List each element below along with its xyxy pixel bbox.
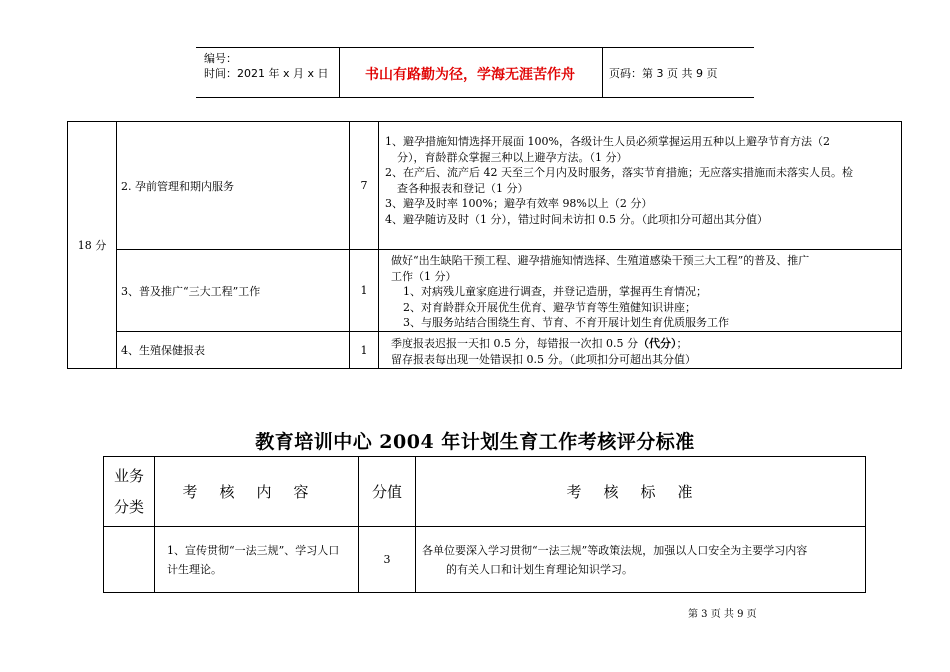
table-row [68, 332, 902, 369]
header-category-line: 业务 [113, 466, 144, 485]
row-category [104, 527, 155, 593]
table-row [68, 250, 902, 332]
table-header-row [104, 457, 866, 527]
criteria-line: 3、与服务站结合围绕生育、节育、不育开展计划生育优质服务工作 [403, 316, 729, 329]
page-indicator: 页码：第 3 页 共 9 页 [609, 67, 718, 80]
page-footer: 第 3 页 共 9 页 [688, 609, 757, 620]
header-content: 考核内容 [155, 457, 359, 527]
group-score: 18 分 [68, 122, 117, 369]
criteria-line: 分），育龄群众掌握三种以上避孕方法。（1 分） [397, 150, 628, 164]
row-content: 1、宣传贯彻“一法三规”、学习人口计生理论。 [155, 527, 359, 593]
criteria-text: ； [676, 337, 688, 350]
item-name: 4、生殖保健报表 [117, 332, 350, 369]
header-meta [204, 51, 329, 81]
table-row [68, 122, 902, 250]
item-criteria [379, 250, 902, 332]
row-score: 3 [359, 527, 416, 593]
scoring-table-continued [67, 121, 902, 369]
document-header [196, 47, 754, 98]
scoring-table [103, 456, 866, 593]
criteria-text: 季度报表迟报一天扣 0.5 分，每错报一次扣 0.5 分 [391, 337, 638, 350]
criteria-line: 2、在产后、流产后 42 天至三个月内及时服务，落实节育措施；无应落实措施而未落实人员。检 [385, 166, 853, 179]
criteria-line: 2、对育龄群众开展优生优育、避孕节育等生殖健知识讲座； [403, 300, 696, 314]
item-criteria [379, 332, 902, 369]
criteria-line: 3、避孕及时率 100%；避孕有效率 98%以上（2 分） [385, 197, 653, 210]
criteria-bold: （代分） [637, 337, 677, 350]
number-label: 编号： [204, 52, 237, 65]
row-standard [416, 527, 866, 593]
standard-line: 的有关人口和计划生育理论知识学习。 [446, 562, 633, 576]
criteria-line: 1、对病残儿童家庭进行调查，并登记造册，掌握再生育情况； [403, 285, 707, 298]
criteria-clip [391, 253, 895, 331]
header-standard: 考核标准 [416, 457, 866, 527]
criteria-line: 查各种报表和登记（1 分） [397, 181, 529, 195]
header-score: 分值 [359, 457, 416, 527]
header-motto: 书山有路勤为径，学海无涯苦作舟 [365, 67, 575, 83]
header-category [104, 457, 155, 527]
criteria-line: 留存报表每出现一处错误扣 0.5 分。（此项扣分可超出其分值） [391, 352, 696, 366]
item-score: 7 [350, 122, 379, 250]
table-row [104, 527, 866, 593]
item-criteria [379, 122, 902, 250]
criteria-line: 做好“出生缺陷干预工程、避孕措施知情选择、生殖道感染干预三大工程”的普及、推广 [391, 254, 810, 267]
item-score: 1 [350, 250, 379, 332]
criteria-line: 1、避孕措施知情选择开展面 100%，各级计生人员必须掌握运用五种以上避孕节育方法（2 [385, 135, 830, 148]
item-name: 2. 孕前管理和期内服务 [117, 122, 350, 250]
item-score: 1 [350, 332, 379, 369]
page-title: 教育培训中心 2004 年计划生育工作考核评分标准 [255, 431, 695, 453]
item-name: 3、普及推广“三大工程”工作 [117, 250, 350, 332]
standard-line: 各单位要深入学习贯彻“一法三规”等政策法规，加强以人口安全为主要学习内容 [422, 543, 808, 557]
criteria-line: 工作（1 分） [391, 269, 457, 283]
time-label: 时间：2021 年 x 月 x 日 [204, 67, 329, 80]
header-category-line: 分类 [113, 497, 144, 516]
header-divider [602, 48, 603, 97]
criteria-line: 4、避孕随访及时（1 分），错过时间未访扣 0.5 分。（此项扣分可超出其分值） [385, 212, 768, 226]
criteria-line [391, 336, 895, 352]
